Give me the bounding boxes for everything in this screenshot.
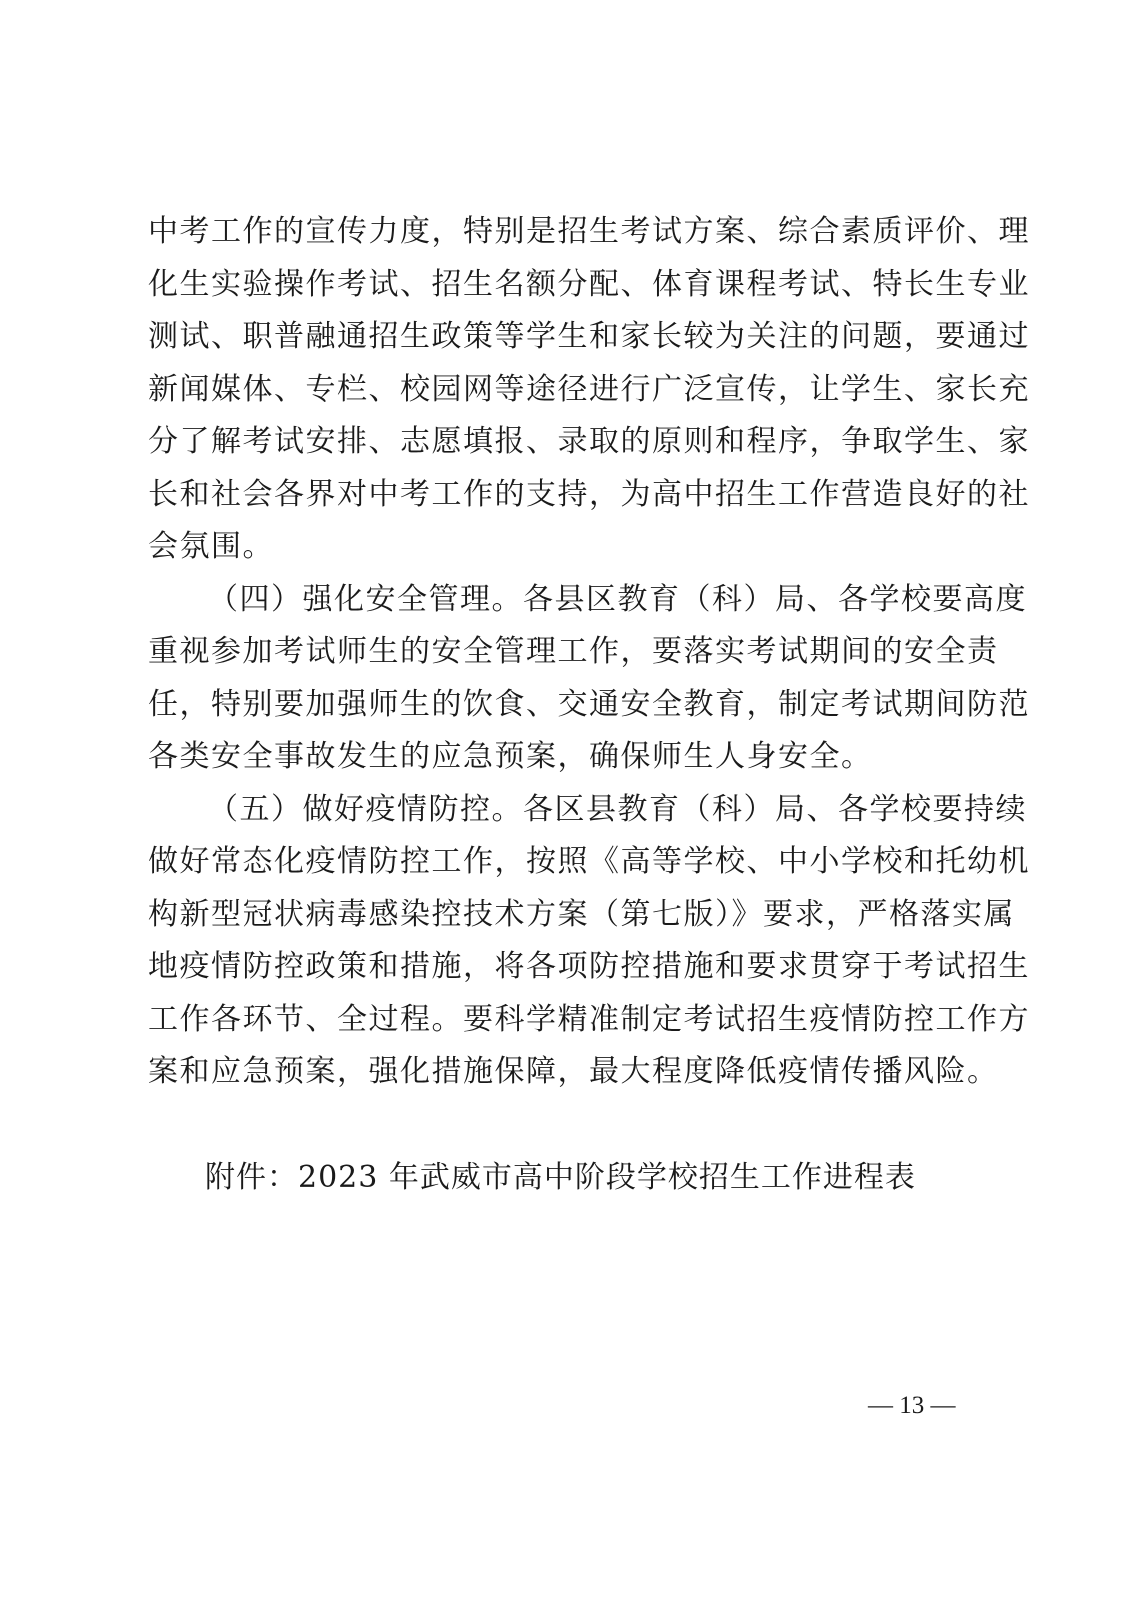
section-heading-line: （五）做好疫情防控。各区县教育（科）局、各学校要持续	[208, 791, 1027, 827]
page-number: — 13 —	[868, 1392, 956, 1419]
text-line: 案和应急预案，强化措施保障，最大程度降低疫情传播风险。	[148, 1054, 999, 1089]
text-line: 中考工作的宣传力度，特别是招生考试方案、综合素质评价、理	[148, 214, 1030, 249]
text-line: 构新型冠状病毒感染控技术方案（第七版）》要求，严格落实属	[148, 896, 1015, 932]
text-line: 长和社会各界对中考工作的支持，为高中招生工作营造良好的社	[148, 476, 1030, 512]
text-line: 地疫情防控政策和措施，将各项防控措施和要求贯穿于考试招生	[148, 949, 1030, 984]
text-line: 各类安全事故发生的应急预案，确保师生人身安全。	[148, 739, 873, 774]
text-line: 分了解考试安排、志愿填报、录取的原则和程序，争取学生、家	[148, 424, 1030, 459]
text-line: 化生实验操作考试、招生名额分配、体育课程考试、特长生专业	[148, 266, 1030, 302]
text-line: 做好常态化疫情防控工作，按照《高等学校、中小学校和托幼机	[148, 844, 1030, 879]
document-body	[148, 206, 1030, 1099]
attachment-note: 附件：2023 年武威市高中阶段学校招生工作进程表	[205, 1160, 916, 1195]
text-line: 重视参加考试师生的安全管理工作，要落实考试期间的安全责	[148, 634, 999, 669]
text-line: 会氛围。	[148, 529, 274, 564]
text-line: 工作各环节、全过程。要科学精准制定考试招生疫情防控工作方	[148, 1001, 1030, 1037]
text-line: 任，特别要加强师生的饮食、交通安全教育，制定考试期间防范	[148, 686, 1030, 722]
text-line: 测试、职普融通招生政策等学生和家长较为关注的问题，要通过	[148, 319, 1030, 354]
text-line: 新闻媒体、专栏、校园网等途径进行广泛宣传，让学生、家长充	[148, 371, 1030, 407]
section-heading-line: （四）强化安全管理。各县区教育（科）局、各学校要高度	[208, 581, 1027, 617]
